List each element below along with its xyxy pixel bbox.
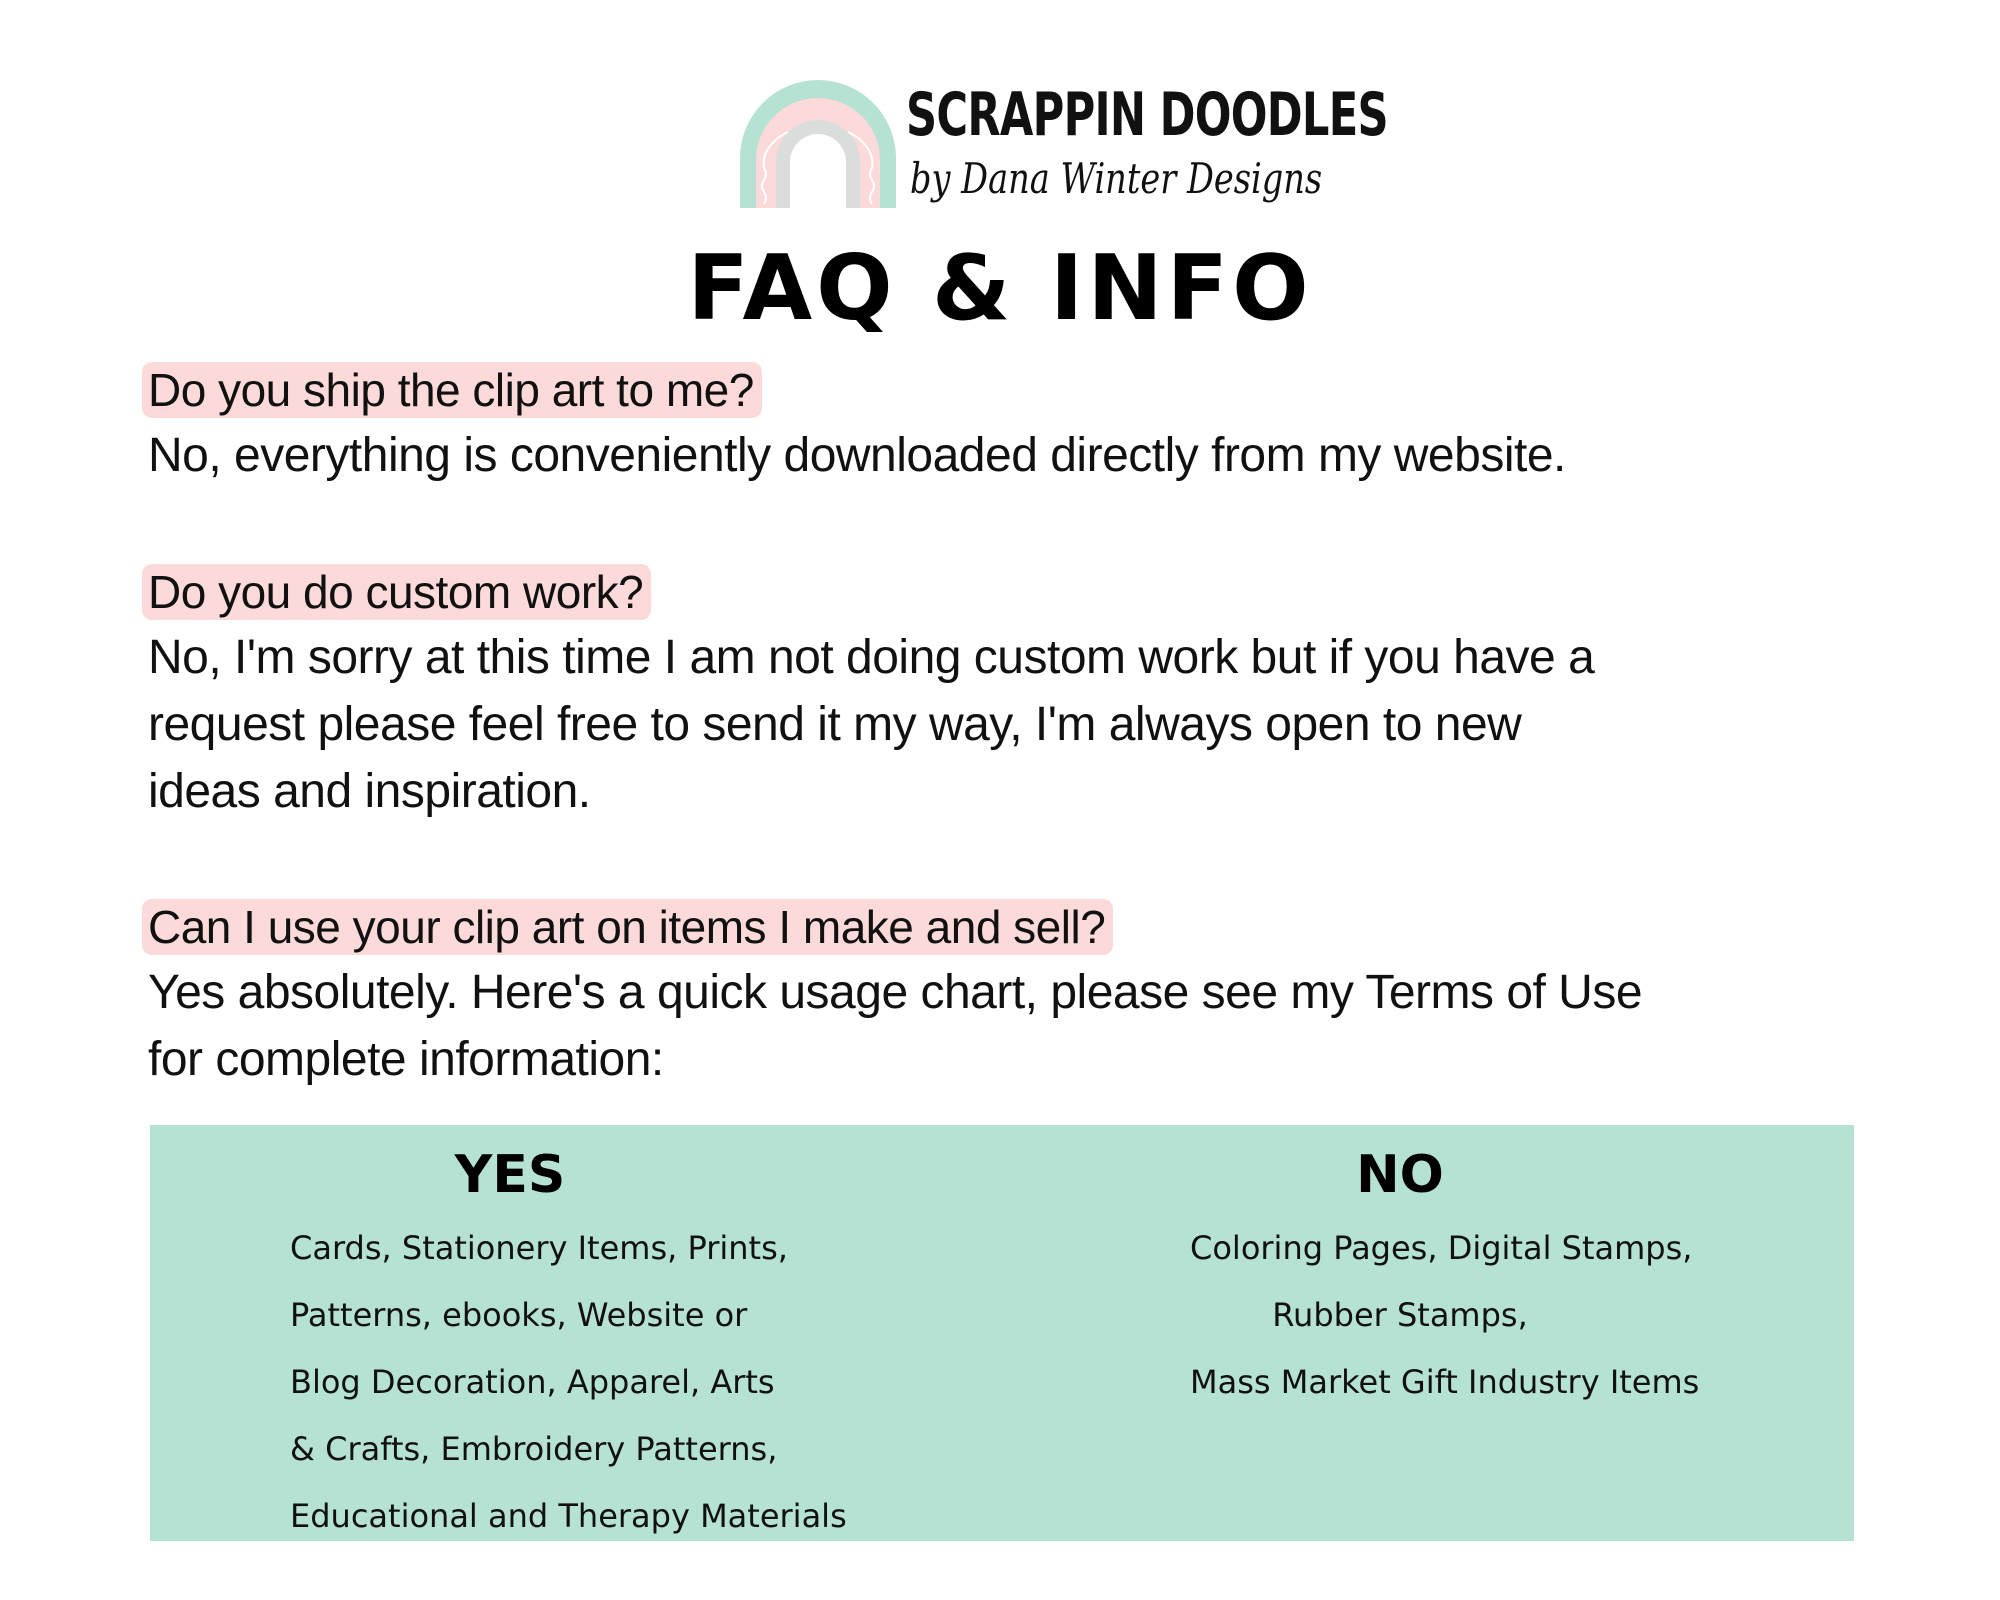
rainbow-icon bbox=[738, 74, 898, 210]
brand-name: SCRAPPIN DOODLES bbox=[906, 80, 1388, 150]
faq-item bbox=[148, 362, 1868, 489]
usage-no-heading: NO bbox=[1356, 1145, 1444, 1205]
faq-item bbox=[148, 564, 1868, 825]
brand-tagline: by Dana Winter Designs bbox=[910, 154, 1323, 203]
page-title: FAQ & INFO bbox=[687, 236, 1313, 341]
answer-line: for complete information: bbox=[148, 1033, 664, 1086]
usage-no-item: Coloring Pages, Digital Stamps, bbox=[1190, 1229, 1693, 1267]
faq-answer: No, everything is conveniently downloaded directly from my website. bbox=[148, 429, 1566, 482]
usage-yes-item: Educational and Therapy Materials bbox=[290, 1497, 847, 1535]
faq-question: Do you ship the clip art to me? bbox=[142, 362, 762, 418]
usage-no-column bbox=[1190, 1143, 1700, 1416]
usage-yes-column bbox=[290, 1143, 847, 1550]
faq-question: Do you do custom work? bbox=[142, 564, 651, 620]
faq-answer bbox=[148, 959, 1868, 1093]
usage-no-item: Mass Market Gift Industry Items bbox=[1190, 1363, 1700, 1401]
faq-item bbox=[148, 899, 1868, 1093]
answer-line: Yes absolutely. Here's a quick usage chart, please see my Terms of Use bbox=[148, 966, 1643, 1019]
answer-line: No, I'm sorry at this time I am not doing custom work but if you have a bbox=[148, 631, 1595, 684]
usage-yes-heading: YES bbox=[454, 1145, 566, 1205]
faq-answer bbox=[148, 624, 1868, 825]
faq-question: Can I use your clip art on items I make and sell? bbox=[142, 899, 1113, 955]
answer-line: request please feel free to send it my way, I'm always open to new bbox=[148, 698, 1522, 751]
usage-yes-item: & Crafts, Embroidery Patterns, bbox=[290, 1430, 778, 1468]
usage-yes-item: Blog Decoration, Apparel, Arts bbox=[290, 1363, 775, 1401]
usage-no-item: Rubber Stamps, bbox=[1272, 1296, 1528, 1334]
answer-line: ideas and inspiration. bbox=[148, 765, 591, 818]
usage-yes-item: Cards, Stationery Items, Prints, bbox=[290, 1229, 788, 1267]
usage-yes-item: Patterns, ebooks, Website or bbox=[290, 1296, 748, 1334]
usage-chart bbox=[150, 1125, 1854, 1541]
brand-logo bbox=[738, 74, 1388, 214]
